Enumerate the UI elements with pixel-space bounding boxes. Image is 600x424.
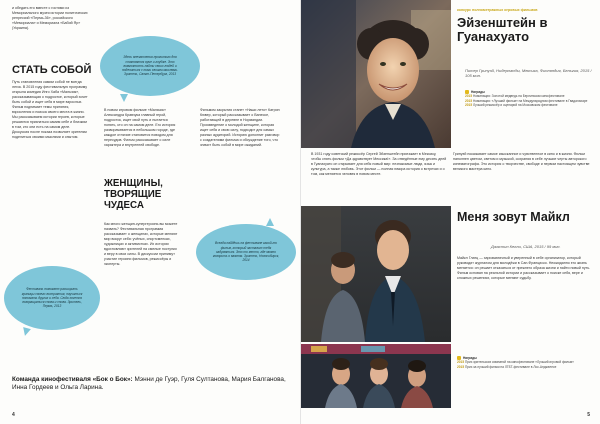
heading-zhenshchiny: ЖЕНЩИНЫ, ТВОРЯЩИЕ ЧУДЕСА (104, 178, 163, 211)
page-number-left: 4 (12, 412, 15, 418)
page-number-right: 5 (587, 412, 590, 418)
award-row: 2015 Приз зрительских симпатий на кинофестивале «Лучший игровой фильм» (457, 360, 574, 365)
film-2-meta: Джастин Келли, США, 2015 / 99 мин. (491, 244, 561, 249)
michael-photo-image (301, 206, 451, 342)
eisenstein-photo-image (301, 0, 451, 148)
quote-bubble-3 (196, 224, 296, 280)
film-2-title: Меня зовут Майкл (457, 210, 570, 224)
team-credits-label: Команда кинофестиваля «Бок о Бок»: (12, 376, 133, 383)
award-row: 2015 Номинация: Золотой медведь на Берлинском кинофестивале (465, 94, 565, 99)
film-still-eisenstein (301, 0, 451, 148)
film-1-description-col1: В 1931 году советский режиссёр Сергей Эйзенштейн приезжает в Мексику, чтобы снять фильм «Да здравствует Мексика!». За отведённые ему десять дней в Гуанахуато он открывает для себя новый мир: незнакомые люди, язык и культура, а также любовь. Этот фильм — полная юмора история о встречах и о том, как меняется человек в новом месте. (311, 152, 447, 176)
quote-bubble-1 (4, 266, 100, 330)
film-1-awards (465, 90, 597, 108)
quote-bubble-2-text: Здесь впечатления прожитого дня становятся ярче и глубже. Это возможность найти своих людей и поделиться с ними своими мыслями. Зритель, Санкт-Петербург, 2013 (122, 55, 178, 77)
michael-group-photo-image (301, 344, 451, 408)
film-1-title: Эйзенштейн в Гуанахуато (457, 15, 548, 44)
quote-bubble-3-text: Всегда найдёшь на фестивале какой-то фильм, который заставит тебя задуматься. Это то место, где можно говорить о важном. Зритель, Новосибирск, 2014 (212, 241, 280, 263)
award-row: 2015 Лучший режиссёр и сценарий на Московском фестивале (465, 103, 558, 108)
quote-bubble-1-text: Фестиваль помогает расширить границы своего восприятия, научиться понимать других и себя. Сюда хочется возвращаться снова и снова. Зритель, Пермь, 2013 (21, 287, 83, 309)
awards-1-label: Награды (471, 90, 485, 94)
section-rubric: конкурс полнометражных игровых фильмов (457, 8, 538, 12)
team-credits (12, 376, 292, 392)
team-credits-names: Мэнни де Гуэр, Гуля Султанова, Мария Балганова, Инна Гордеев и Ольга Ларина. (12, 376, 286, 391)
quote-bubble-2 (100, 36, 200, 96)
column-1-text: Путь становления самим собой не всегда легок. В 2015 году фестивальную программу открыла комедия Инго Хаба «Мальчик», рассказывающая о подростке, который хочет быть собой и ищет себя в мире взрослых. Фильм поднимает темы принятия, взросления и поиска своего места в жизни. Мы рассказываем истории героев, которые решаются признаться самим себе и близким в том, кто они есть на самом деле. Дискуссия после показа позволяет зрителям поделиться своими мыслями и опытом. (12, 80, 88, 139)
film-still-michael (301, 206, 451, 342)
film-2-description: Майкл Глатц — харизматичный и уверенный в себе организатор, который руководит журналом для молодёжи в Сан-Франциско. Неожиданно его жизнь меняется: он решает отказаться от прежнего образа жизни и найти новый путь. Фильм основан на реальной истории и рассказывает о поиске себя, вере и сложных решениях, которые меняют судьбу. (457, 256, 591, 280)
right-page (300, 0, 600, 424)
intro-paragraph: и обедать его вместе с гостями из Мемориального музея истории политических репрессий «Пермь-36», российского «Мемориала» и Мемориала «Бабий Яр» (Украина). (12, 6, 88, 30)
film-1-description-col2: Гринуэй показывает самое изысканное и чувственное в кино и в жизни. Фильм наполнен цветом, светом и музыкой, сохраняя в себе лучшие черты авторского кинематографа. Это история о творчестве, свободе и первом настоящем чувстве великого мастера кино. (453, 152, 590, 171)
awards-2-label: Награды (463, 356, 477, 360)
film-still-michael-group (301, 344, 451, 408)
film-1-meta: Питер Гринуэй, Нидерланды, Мексика, Финляндия, Бельгия, 2015 / 105 мин. (465, 68, 592, 79)
heading-stat-soboy: СТАТЬ СОБОЙ (12, 64, 92, 76)
award-row: 2015 Приз за лучший фильм на ЛГБТ-фестивале в Лос-Анджелесе (457, 364, 557, 369)
film-2-awards (457, 356, 595, 369)
column-3-text: Фильмом закрытия станет «Наши лето» Катрин Кювер, который рассказывает о Ванессе, работающей в деревне в Нормандии. Произведение о молодой женщине, которая ищет себя и свою силу, подходит для самых разных аудиторий. Историю дополнит разговор с создателями фильма и обсуждение того, что значит быть собой в мире ожиданий. (200, 108, 280, 147)
column-2-text: В новом игровом фильме «Мальчик» Александра Кравчука главный герой, подросток, ищет свой путь и пытается понять, кто он на самом деле. Его история разворачивается в небольшом городе, где каждое отличие становится поводом для пересудов. Фильм рассказывает о силе характера и внутренней свободе. (104, 108, 176, 147)
award-row: 2015 Номинация: «Лучший фильм» на Международном фестивале в Гвадалахаре (465, 98, 588, 103)
column-2b-text: Как много женщин-супергероинь вы можете назвать? Фестивальная программа рассказывает о женщинах, которые меняют мир вокруг себя: учёных, спортсменках, художницах и активистках. Их истории вдохновляют зрителей на смелые поступки и веру в свои силы. В дискуссии принимут участие героини фильмов, режиссёры и эксперты. (104, 222, 178, 266)
